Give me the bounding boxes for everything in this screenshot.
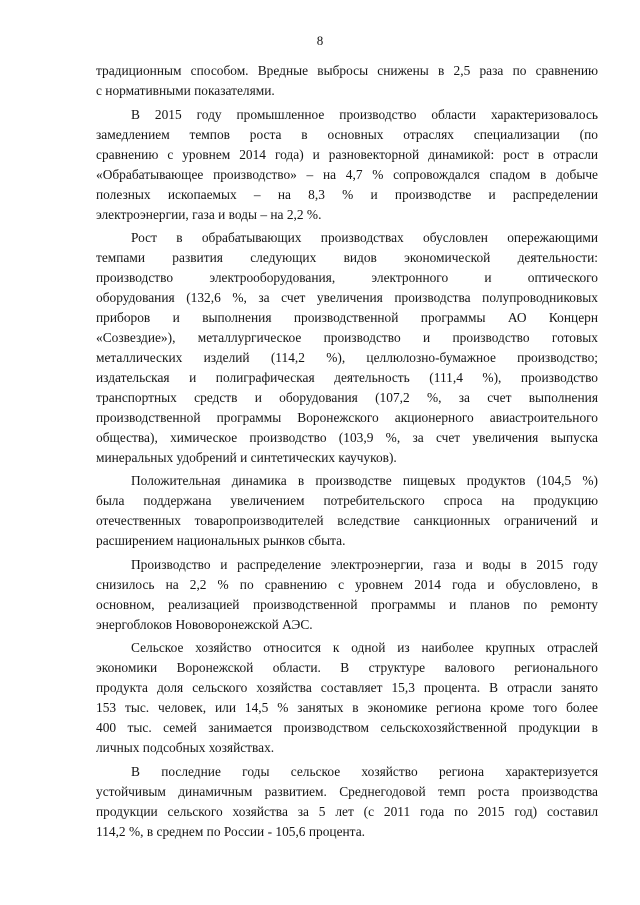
text-line: продукта доля сельского хозяйства составляет 15,3 процента. В отрасли занято xyxy=(96,680,598,695)
text-line: устойчивым динамичным развитием. Среднегодовой темп роста производства xyxy=(96,784,598,799)
text-line: производство электрооборудования, электронного и оптического xyxy=(96,270,598,285)
text-line: электроэнергии, газа и воды – на 2,2 %. xyxy=(96,207,322,222)
text-line: В 2015 году промышленное производство области характеризовалось xyxy=(131,107,598,122)
text-line: отечественных товаропроизводителей вследствие санкционных ограничений и xyxy=(96,513,598,528)
text-line: общества), химическое производство (103,9 %, за счет увеличения выпуска xyxy=(96,430,598,445)
text-line: традиционным способом. Вредные выбросы снижены в 2,5 раза по сравнению xyxy=(96,63,598,78)
text-line: полезных ископаемых – на 8,3 % и производстве и распределении xyxy=(96,187,598,202)
text-line: производственной программы Воронежского акционерного авиастроительного xyxy=(96,410,598,425)
text-line: «Созвездие»), металлургическое производство и производство готовых xyxy=(96,330,598,345)
text-line: «Обрабатывающее производство» – на 4,7 % сопровождался спадом в добыче xyxy=(96,167,598,182)
text-line: издательская и полиграфическая деятельность (111,4 %), производство xyxy=(96,370,598,385)
text-line: расширением национальных рынков сбыта. xyxy=(96,533,346,548)
text-line: 400 тыс. семей занимается производством сельскохозяйственной продукции в xyxy=(96,720,598,735)
text-line: 153 тыс. человек, или 14,5 % занятых в экономике региона кроме того более xyxy=(96,700,598,715)
text-line: Производство и распределение электроэнергии, газа и воды в 2015 году xyxy=(131,557,598,572)
text-line: темпами развития следующих видов экономической деятельности: xyxy=(96,250,598,265)
text-line: Положительная динамика в производстве пищевых продуктов (104,5 %) xyxy=(131,473,598,488)
text-line: Рост в обрабатывающих производствах обусловлен опережающими xyxy=(131,230,598,245)
text-line: была поддержана увеличением потребительского спроса на продукцию xyxy=(96,493,598,508)
page-number: 8 xyxy=(316,33,324,48)
text-line: металлических изделий (114,2 %), целлюлозно-бумажное производство; xyxy=(96,350,598,365)
text-line: личных подсобных хозяйствах. xyxy=(96,740,275,755)
text-line: с нормативными показателями. xyxy=(96,83,275,98)
text-line: продукции сельского хозяйства за 5 лет (с 2011 года по 2015 год) составил xyxy=(96,804,598,819)
text-line: В последние годы сельское хозяйство региона характеризуется xyxy=(131,764,598,779)
text-line: 114,2 %, в среднем по России - 105,6 процента. xyxy=(96,824,365,839)
text-line: транспортных средств и оборудования (107,2 %, за счет выполнения xyxy=(96,390,598,405)
text-line: оборудования (132,6 %, за счет увеличения производства полупроводниковых xyxy=(96,290,598,305)
text-line: основном, реализацией производственной программы и планов по ремонту xyxy=(96,597,598,612)
text-line: экономики Воронежской области. В структуре валового регионального xyxy=(96,660,598,675)
text-line: сравнению с уровнем 2014 года) и разновекторной динамикой: рост в отрасли xyxy=(96,147,598,162)
text-line: приборов и выполнения производственной программы АО Концерн xyxy=(96,310,598,325)
text-line: Сельское хозяйство относится к одной из наиболее крупных отраслей xyxy=(131,640,598,655)
text-line: снизилось на 2,2 % по сравнению с уровнем 2014 года и обусловлено, в xyxy=(96,577,598,592)
text-line: энергоблоков Нововоронежской АЭС. xyxy=(96,617,313,632)
text-line: замедлением темпов роста в основных отраслях специализации (по xyxy=(96,127,598,142)
text-line: минеральных удобрений и синтетических каучуков). xyxy=(96,450,397,465)
